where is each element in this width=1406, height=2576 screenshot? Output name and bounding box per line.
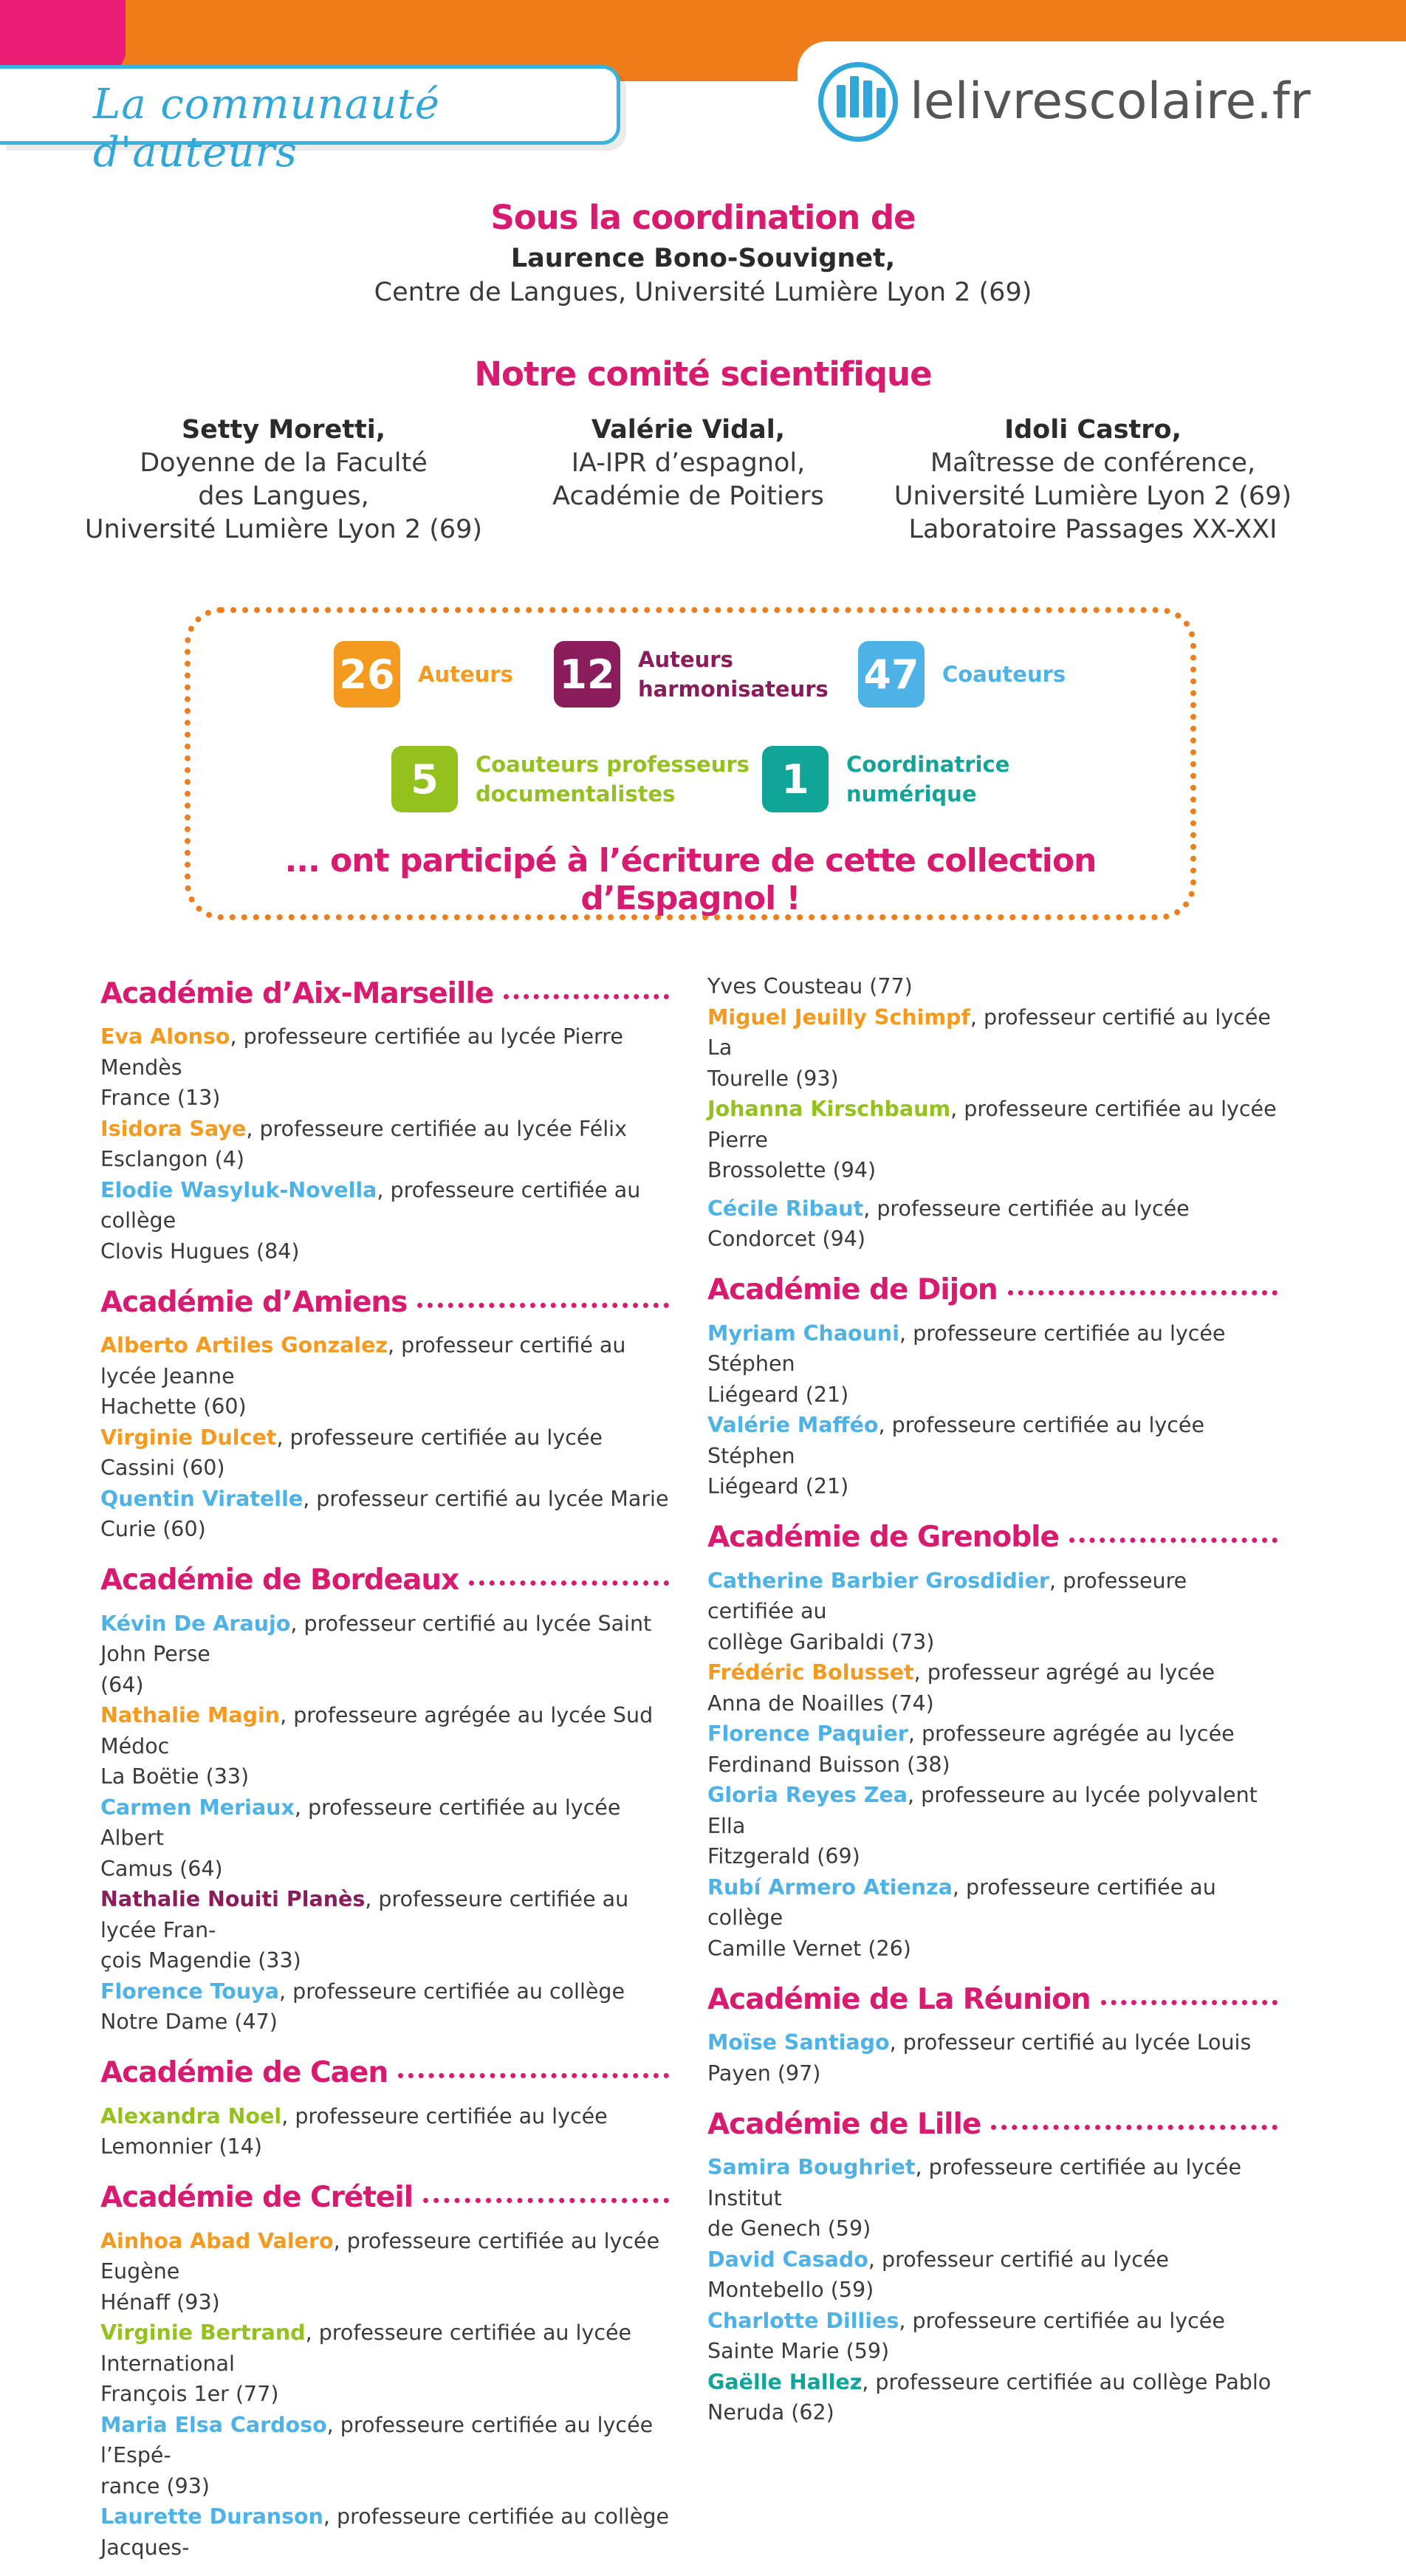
dotted-leader — [991, 2125, 1278, 2130]
author-role: , professeure certifiée au lycée Institut — [707, 2155, 1241, 2210]
author-role: , professeure certifiée au collège Notre Dame (47) — [100, 1979, 625, 2034]
author-entry — [100, 2101, 669, 2162]
author-name: Maria Elsa Cardoso — [100, 2412, 327, 2437]
author-role-cont: rance (93) — [100, 2473, 210, 2498]
continuation-members — [707, 1002, 1278, 1255]
committee-heading — [0, 354, 1406, 394]
dotted-leader — [504, 994, 669, 999]
committee-member — [886, 414, 1300, 547]
author-entry — [707, 2152, 1278, 2244]
author-name: Eva Alonso — [100, 1024, 230, 1049]
author-entry — [707, 1002, 1278, 1095]
coordinator-affiliation: Centre de Langues, Université Lumière Lyon 2 (69) — [374, 278, 1032, 307]
member-line: Université Lumière Lyon 2 (69) — [84, 515, 483, 544]
author-entry — [707, 1318, 1278, 1411]
stat-label: Coordinatrice — [846, 752, 1010, 777]
author-role: , professeur certifié au lycée Jeanne — [100, 1333, 626, 1388]
author-role-cont: Camus (64) — [100, 1856, 223, 1881]
stat-label-2: harmonisateurs — [638, 676, 829, 702]
author-entry — [100, 1700, 669, 1792]
author-role: , professeure certifiée au lycée International — [100, 2320, 632, 2376]
stat-label: Coauteurs professeurs — [476, 752, 750, 777]
academie-section — [100, 2176, 669, 2563]
author-name: Miguel Jeuilly Schimpf — [707, 1004, 970, 1030]
author-role: , professeur certifié au lycée Marie Curie (60) — [100, 1486, 669, 1541]
academie-title — [707, 1268, 1278, 1312]
author-name: Kévin De Araujo — [100, 1611, 291, 1636]
author-entry — [100, 1884, 669, 1976]
author-role-cont: Camille Vernet (26) — [707, 1936, 911, 1961]
author-name: Florence Touya — [100, 1979, 279, 2004]
committee-heading-text: Notre comité scientifique — [474, 354, 932, 394]
author-role: , professeure certifiée au collège — [707, 1874, 1216, 1930]
author-entry — [707, 1193, 1278, 1255]
author-role: , professeure agrégée au lycée — [908, 1722, 1235, 1746]
author-role: , professeure au lycée polyvalent Ella — [707, 1783, 1258, 1838]
author-role: , professeur agrégé au lycée — [913, 1660, 1215, 1685]
author-role-cont: Tourelle (93) — [707, 1066, 839, 1091]
dotted-leader — [417, 1303, 669, 1308]
author-name: Gloria Reyes Zea — [707, 1783, 908, 1807]
academie-section — [100, 1558, 669, 2038]
author-entry — [100, 1330, 669, 1422]
author-role-cont: Liégeard (21) — [707, 1474, 849, 1498]
stat-label: Coauteurs — [942, 662, 1066, 687]
stat-label: Auteurs — [638, 647, 733, 672]
author-name: Carmen Meriaux — [100, 1795, 295, 1820]
author-role-cont: François 1er (77) — [100, 2382, 279, 2406]
author-role-cont: Hachette (60) — [100, 1394, 247, 1419]
author-name: Isidora Saye — [100, 1116, 247, 1141]
author-entry — [707, 1566, 1278, 1658]
coordinator-name: Laurence Bono-Souvignet, — [510, 244, 896, 273]
member-line: Académie de Poitiers — [552, 482, 824, 511]
author-role-cont: Hénaff (93) — [100, 2289, 220, 2315]
coordination-block — [0, 198, 1406, 309]
stat-coauteurs — [858, 641, 1066, 708]
committee-member — [77, 414, 490, 547]
author-entry — [100, 1484, 669, 1545]
left-column — [100, 971, 669, 2576]
author-role-cont: Ferdinand Buisson (38) — [707, 1752, 950, 1777]
author-role-cont: Clovis Hugues (84) — [100, 1239, 300, 1264]
author-entry — [707, 2027, 1278, 2089]
author-entry — [100, 1422, 669, 1484]
author-entry — [707, 2244, 1278, 2306]
books-icon — [818, 62, 898, 142]
author-name: Florence Paquier — [707, 1722, 908, 1746]
author-entry — [100, 2501, 669, 2563]
coordination-heading: Sous la coordination de — [490, 198, 916, 237]
author-role: , professeur certifié au lycée La — [707, 1004, 1271, 1060]
author-role: , professeure certifiée au lycée Eugène — [100, 2228, 660, 2284]
author-name: Myriam Chaouni — [707, 1320, 899, 1346]
academie-title — [707, 2102, 1278, 2146]
academie-title-text: Académie de Créteil — [100, 2181, 414, 2214]
author-name: Moïse Santiago — [707, 2030, 890, 2055]
author-role-cont: (64) — [100, 1672, 144, 1697]
author-name: Catherine Barbier Grosdidier — [707, 1568, 1049, 1593]
author-name: Alberto Artiles Gonzalez — [100, 1333, 388, 1357]
academie-section — [707, 2102, 1278, 2428]
stat-harmonisateurs — [554, 641, 829, 708]
academie-section — [707, 1977, 1278, 2089]
author-role: , professeure certifiée au collège — [100, 1177, 641, 1233]
author-name: David Casado — [707, 2247, 868, 2272]
academie-title — [100, 971, 669, 1015]
author-role-cont: collège Garibaldi (73) — [707, 1629, 935, 1654]
author-name: Nathalie Magin — [100, 1703, 281, 1727]
author-role-cont: Brossolette (94) — [707, 1158, 877, 1182]
author-entry — [100, 2410, 669, 2502]
author-name: Virginie Dulcet — [100, 1425, 277, 1450]
academie-section — [707, 1515, 1278, 1964]
author-role-cont: La Boëtie (33) — [100, 1764, 250, 1789]
member-line: IA-IPR d’espagnol, — [571, 448, 806, 478]
author-name: Alexandra Noel — [100, 2103, 282, 2128]
author-name: Cécile Ribaut — [707, 1196, 864, 1221]
author-name: Charlotte Dillies — [707, 2308, 899, 2333]
author-entry — [100, 2318, 669, 2410]
member-name: Setty Moretti, — [181, 415, 386, 445]
right-column — [707, 971, 1278, 2442]
author-role: , professeure certifiée au lycée Pierre — [707, 1097, 1277, 1152]
author-entry — [100, 1609, 669, 1701]
academie-title — [100, 2051, 669, 2095]
logo-text: lelivrescolaire.fr — [910, 72, 1311, 131]
author-entry — [707, 2306, 1278, 2367]
academie-title — [707, 1977, 1278, 2021]
academie-title-text: Académie d’Amiens — [100, 1285, 408, 1319]
author-entry — [100, 1114, 669, 1175]
academie-title-text: Académie de La Réunion — [707, 1982, 1091, 2016]
stat-number: 5 — [391, 746, 458, 812]
author-entry — [707, 1719, 1278, 1780]
author-role: , professeure certifiée au lycée Lemonnier (14) — [100, 2103, 608, 2159]
dotted-leader — [1008, 1290, 1278, 1295]
author-role: , professeure certifiée au lycée Stéphen — [707, 1320, 1226, 1376]
author-role: , professeur certifié au lycée Saint John Perse — [100, 1611, 652, 1666]
author-name: Rubí Armero Atienza — [707, 1874, 953, 1900]
member-name: Valérie Vidal, — [591, 415, 786, 445]
author-entry — [707, 1410, 1278, 1502]
dotted-leader — [1101, 2000, 1278, 2005]
member-line: Université Lumière Lyon 2 (69) — [894, 482, 1292, 511]
author-role-cont: Fitzgerald (69) — [707, 1844, 860, 1868]
author-name: Elodie Wasyluk-Novella — [100, 1177, 377, 1202]
author-entry — [707, 1094, 1278, 1186]
stat-label: Auteurs — [418, 662, 513, 687]
member-line: des Langues, — [198, 482, 369, 511]
stat-number: 1 — [762, 746, 829, 812]
academie-section — [100, 2051, 669, 2162]
academie-title — [707, 1515, 1278, 1560]
academie-title-text: Académie de Lille — [707, 2107, 981, 2141]
academie-section — [707, 1268, 1278, 1502]
author-role: , professeure certifiée au collège Jacques- — [100, 2504, 669, 2560]
author-entry — [100, 1976, 669, 2038]
author-role: , professeure certifiée au lycée Albert — [100, 1795, 621, 1850]
stat-number: 47 — [858, 641, 925, 708]
stat-label-2: numérique — [846, 781, 977, 806]
academie-section — [100, 1280, 669, 1545]
stat-number: 26 — [334, 641, 400, 708]
dotted-leader — [1069, 1538, 1278, 1543]
author-role: , professeure certifiée au — [707, 1568, 1187, 1623]
author-name: Frédéric Bolusset — [707, 1660, 914, 1685]
author-role-cont: Liégeard (21) — [707, 1382, 849, 1407]
stat-documentalistes — [391, 746, 750, 812]
author-role-cont: çois Magendie (33) — [100, 1948, 301, 1973]
academie-title — [100, 1558, 669, 1603]
author-role: , professeure certifiée au lycée Pierre Mendès — [100, 1024, 623, 1080]
author-role-cont: de Genech (59) — [707, 2216, 871, 2241]
author-role: , professeure certifiée au collège Pablo Neruda (62) — [707, 2369, 1272, 2425]
dotted-leader — [469, 1580, 669, 1586]
stat-auteurs — [334, 641, 513, 708]
author-entry — [100, 1021, 669, 1114]
author-name: Virginie Bertrand — [100, 2320, 306, 2345]
academie-title-text: Académie de Grenoble — [707, 1521, 1059, 1554]
dotted-leader — [398, 2073, 669, 2078]
academie-section — [100, 971, 669, 1267]
author-entry — [707, 1657, 1278, 1719]
continuation-text: Yves Cousteau (77) — [707, 974, 913, 998]
academie-title-text: Académie de Caen — [100, 2056, 388, 2089]
participation-text: ... ont participé à l’écriture de cette collection d’Espagnol ! — [284, 842, 1097, 917]
author-role: , professeure certifiée au lycée Félix Esclangon (4) — [100, 1116, 627, 1171]
dotted-leader — [423, 2198, 669, 2203]
member-name: Idoli Castro, — [1004, 415, 1182, 445]
committee-member — [481, 414, 895, 513]
author-role: , professeure certifiée au lycée Sainte Marie (59) — [707, 2308, 1225, 2363]
member-line: Laboratoire Passages XX-XXI — [908, 515, 1278, 544]
author-entry — [707, 1780, 1278, 1872]
author-name: Samira Boughriet — [707, 2155, 916, 2179]
author-entry — [707, 2367, 1278, 2428]
stat-label-2: documentalistes — [476, 781, 676, 806]
author-role: , professeure certifiée au lycée l’Espé- — [100, 2412, 654, 2467]
author-role: , professeur certifié au lycée Montebello (59) — [707, 2247, 1169, 2302]
academie-title-text: Académie de Dijon — [707, 1273, 998, 1306]
author-name: Valérie Mafféo — [707, 1413, 879, 1437]
stat-number: 12 — [554, 641, 620, 708]
author-name: Gaëlle Hallez — [707, 2369, 863, 2394]
author-role: , professeure agrégée au lycée Sud Médoc — [100, 1703, 654, 1758]
academie-title-text: Académie d’Aix-Marseille — [100, 976, 494, 1010]
author-role: , professeure certifiée au lycée Cassini (60) — [100, 1425, 603, 1480]
author-entry — [100, 2226, 669, 2318]
member-line: Maîtresse de conférence, — [930, 448, 1256, 478]
author-role: , professeure certifiée au lycée Condorcet (94) — [707, 1196, 1190, 1251]
author-role-cont: Anna de Noailles (74) — [707, 1690, 934, 1716]
author-name: Nathalie Nouiti Planès — [100, 1887, 366, 1911]
author-role: , professeure certifiée au lycée Fran- — [100, 1887, 629, 1942]
author-role-cont: France (13) — [100, 1086, 221, 1110]
member-line: Doyenne de la Faculté — [140, 448, 428, 478]
author-entry — [100, 1175, 669, 1267]
title-banner — [0, 65, 620, 177]
banner-title: La communauté d'auteurs — [93, 80, 440, 177]
author-name: Ainhoa Abad Valero — [100, 2228, 334, 2253]
author-role: , professeur certifié au lycée Louis Payen (97) — [707, 2030, 1252, 2086]
academie-title — [100, 2176, 669, 2220]
author-role: , professeure certifiée au lycée Stéphen — [707, 1413, 1204, 1468]
academie-title-text: Académie de Bordeaux — [100, 1563, 459, 1597]
author-name: Laurette Duranson — [100, 2504, 323, 2529]
author-entry — [100, 1792, 669, 1885]
academie-title — [100, 1280, 669, 1324]
logo[interactable] — [798, 41, 1406, 167]
author-name: Johanna Kirschbaum — [707, 1097, 951, 1121]
stat-coordinatrice — [762, 746, 1009, 812]
author-name: Quentin Viratelle — [100, 1486, 304, 1511]
author-entry — [707, 1872, 1278, 1964]
